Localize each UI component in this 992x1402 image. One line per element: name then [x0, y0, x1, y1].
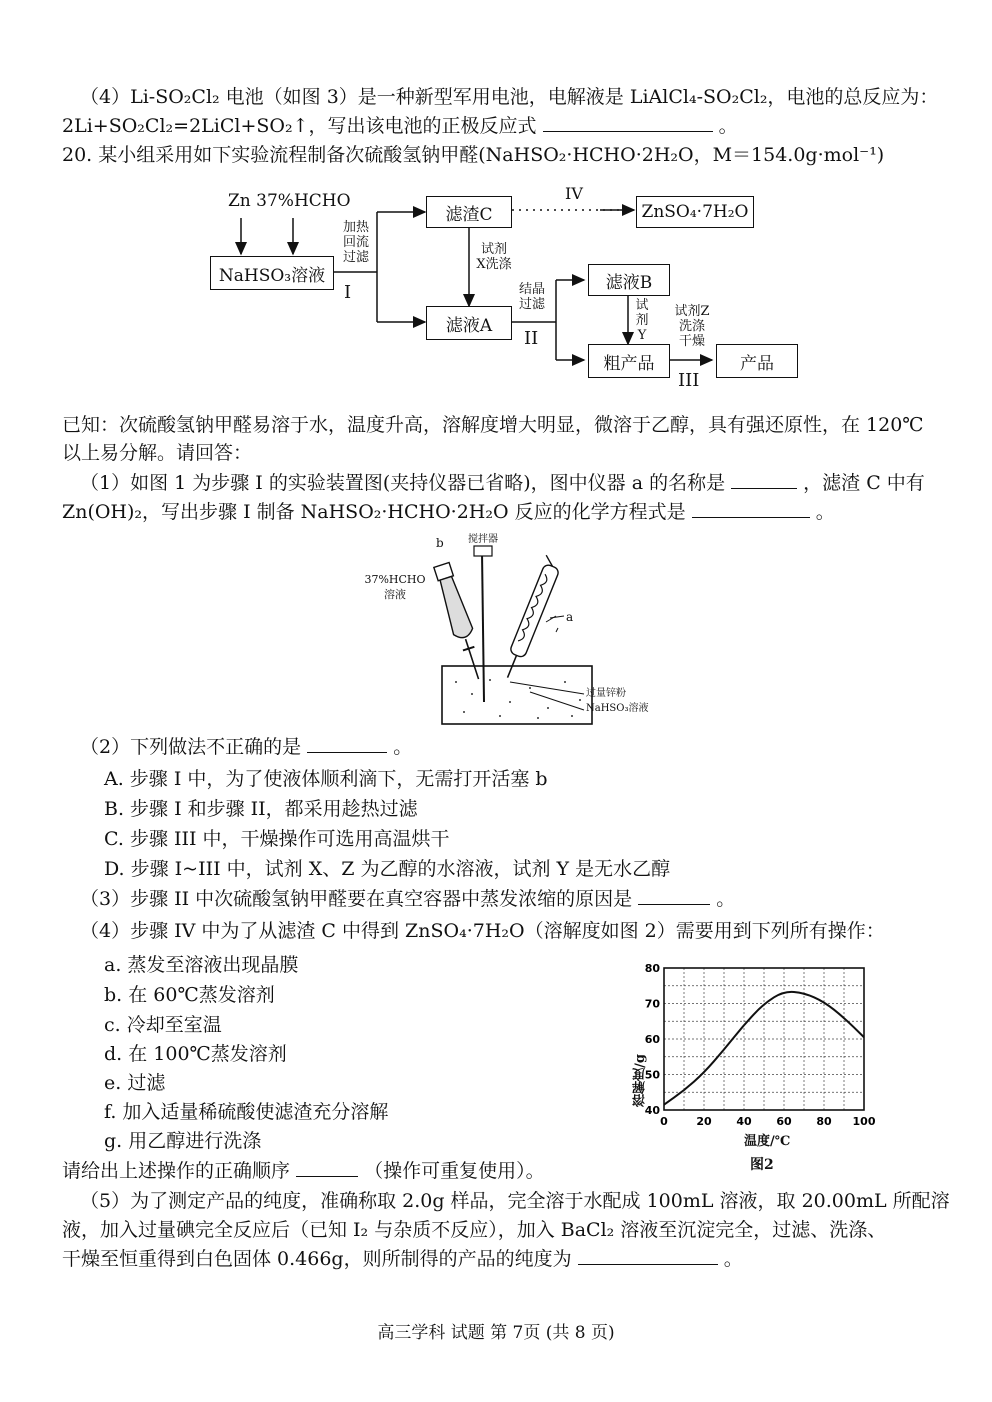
p1-line1-text: （1）如图 1 为步骤 I 的实验装置图(夹持仪器已省略)，图中仪器 a 的名称是 — [80, 472, 726, 494]
x-tick-label: 80 — [816, 1115, 832, 1128]
op-a: a. 蒸发至溶液出现晶膜 — [104, 954, 299, 976]
known-line2: 以上易分解。请回答： — [62, 442, 253, 464]
x-tick-label: 0 — [660, 1115, 668, 1128]
known-line1: 已知：次硫酸氢钠甲醛易溶于水，温度升高，溶解度增大明显，微溶于乙醇，具有强还原性，在 120℃ — [62, 414, 924, 436]
step1-cond-1: 加热 — [342, 220, 369, 235]
label-stirrer: 搅拌器 — [468, 534, 498, 545]
answer-blank[interactable] — [543, 113, 713, 132]
y-tick-label: 40 — [644, 1104, 660, 1117]
p5-line3-text: 干燥至恒重得到白色固体 0.466g，则所制得的产品的纯度为 — [62, 1248, 572, 1270]
label-b: b — [436, 536, 444, 550]
reagent-y-2: 剂 — [635, 313, 649, 328]
reagent-y-1: 试 — [635, 298, 649, 313]
label-hcho-2: 溶液 — [384, 588, 406, 601]
step-ii-label: II — [524, 328, 539, 349]
label-right-1: 过量锌粉 — [586, 688, 626, 699]
crude-product-box: 粗产品 — [588, 344, 670, 378]
label-right-2: NaHSO₃溶液 — [586, 703, 649, 714]
step-iii-label: III — [678, 370, 700, 391]
p1-line1 — [80, 470, 925, 496]
step3-conditions — [672, 304, 712, 349]
p5-line1: （5）为了测定产品的纯度，准确称取 2.0g 样品，完全溶于水配成 100mL 溶液，取 20.00mL 所配溶 — [80, 1190, 950, 1212]
label-a: a — [566, 610, 574, 624]
order-text: 请给出上述操作的正确顺序 — [62, 1160, 291, 1182]
label-right — [586, 686, 649, 716]
p2-option-a: A. 步骤 I 中，为了使液体顺利滴下，无需打开活塞 b — [104, 768, 548, 790]
step-iv-label: IV — [565, 184, 583, 203]
step3-cond-2: 洗涤 — [678, 319, 705, 334]
op-e: e. 过滤 — [104, 1072, 166, 1094]
figure-1-apparatus — [360, 532, 650, 732]
label-hcho — [360, 572, 430, 602]
x-tick-label: 20 — [696, 1115, 712, 1128]
p2-question — [80, 734, 412, 760]
p3-text: （3）步骤 II 中次硫酸氢钠甲醛要在真空容器中蒸发浓缩的原因是 — [80, 888, 633, 910]
nahso3-solution-box: NaHSO₃溶液 — [210, 256, 334, 290]
step1-conditions — [338, 220, 374, 265]
residue-c-box: 滤渣C — [426, 196, 512, 228]
p1-line2-text: Zn(OH)₂，写出步骤 I 制备 NaHSO₂·HCHO·2H₂O 反应的化学方程式是 — [62, 501, 686, 523]
figure-2-chart — [620, 956, 890, 1178]
chart-xlabel: 温度/℃ — [744, 1134, 791, 1149]
step3-cond-1: 试剂Z — [674, 304, 710, 319]
reagent-y-3: Y — [637, 328, 647, 343]
filtrate-a-box: 滤液A — [426, 306, 512, 340]
filtrate-b-box: 滤液B — [588, 264, 670, 296]
op-f: f. 加入适量稀硫酸使滤渣充分溶解 — [104, 1101, 389, 1123]
reagent-x-label — [474, 242, 514, 272]
reagents-label: Zn 37%HCHO — [228, 191, 351, 211]
step2-conditions — [515, 282, 549, 312]
y-tick-label: 80 — [644, 962, 660, 975]
answer-blank[interactable] — [692, 499, 810, 518]
p3-end: 。 — [716, 888, 736, 910]
step2-cond-2: 过滤 — [518, 297, 545, 312]
flowchart — [0, 180, 992, 400]
chart-title: 图2 — [750, 1157, 774, 1173]
reagent-x-2: X洗涤 — [476, 257, 512, 272]
q4-line2-end: 。 — [718, 115, 738, 137]
op-b: b. 在 60℃蒸发溶剂 — [104, 984, 275, 1006]
p1-line2 — [62, 499, 835, 525]
x-tick-label: 100 — [852, 1115, 876, 1128]
y-tick-label: 70 — [644, 997, 660, 1011]
znso4-box: ZnSO₄·7H₂O — [636, 196, 754, 228]
p5-line2: 液，加入过量碘完全反应后（已知 I₂ 与杂质不反应），加入 BaCl₂ 溶液至沉淀完全，过滤、洗涤、 — [62, 1219, 887, 1241]
answer-blank[interactable] — [578, 1246, 718, 1265]
p2-option-b: B. 步骤 I 和步骤 II，都采用趁热过滤 — [104, 798, 418, 820]
p2-option-d: D. 步骤 I~III 中，试剂 X、Z 为乙醇的水溶液，试剂 Y 是无水乙醇 — [104, 858, 671, 880]
op-d: d. 在 100℃蒸发溶剂 — [104, 1043, 287, 1065]
p5-line3 — [62, 1246, 743, 1272]
p2-option-c: C. 步骤 III 中，干燥操作可选用高温烘干 — [104, 828, 450, 850]
answer-blank[interactable] — [296, 1158, 358, 1177]
answer-blank[interactable] — [731, 470, 797, 489]
step3-cond-3: 干燥 — [678, 334, 705, 349]
p3-line — [80, 886, 735, 912]
chart-ylabel: 溶解度/g — [633, 1054, 648, 1107]
q4-line2-text: 2Li+SO₂Cl₂=2LiCl+SO₂↑，写出该电池的正极反应式 — [62, 115, 537, 137]
order-line — [62, 1158, 545, 1184]
x-tick-label: 40 — [736, 1115, 752, 1128]
x-tick-label: 60 — [776, 1115, 792, 1128]
op-g: g. 用乙醇进行洗涤 — [104, 1130, 262, 1152]
p2-question-text: （2）下列做法不正确的是 — [80, 736, 302, 758]
answer-blank[interactable] — [638, 886, 710, 905]
page-footer: 高三学科 试题 第 7页 (共 8 页) — [377, 1323, 615, 1343]
order-tail: （操作可重复使用）。 — [364, 1160, 545, 1182]
p5-line3-end: 。 — [723, 1248, 743, 1270]
label-hcho-1: 37%HCHO — [364, 573, 426, 586]
reagent-x-1: 试剂 — [480, 242, 507, 257]
op-c: c. 冷却至室温 — [104, 1014, 222, 1036]
y-tick-label: 60 — [644, 1033, 660, 1046]
product-box: 产品 — [716, 344, 798, 378]
y-tick-label: 50 — [644, 1068, 660, 1082]
p1-line1-tail: ，滤渣 C 中有 — [803, 472, 925, 494]
p4-line: （4）步骤 IV 中为了从滤渣 C 中得到 ZnSO₄·7H₂O（溶解度如图 2）需要用到下列所有操作： — [80, 920, 885, 942]
q20-title: 20. 某小组采用如下实验流程制备次硫酸氢钠甲醛(NaHSO₂·HCHO·2H₂O，M＝154.0g·mol⁻¹) — [62, 144, 885, 166]
step-i-label: I — [344, 282, 352, 303]
p2-question-end: 。 — [393, 736, 413, 758]
q4-line1: （4）Li-SO₂Cl₂ 电池（如图 3）是一种新型军用电池，电解液是 LiAlCl₄-SO₂Cl₂，电池的总反应为： — [80, 86, 939, 108]
answer-blank[interactable] — [307, 734, 387, 753]
step1-cond-3: 过滤 — [342, 250, 369, 265]
step2-cond-1: 结晶 — [518, 282, 545, 297]
step1-cond-2: 回流 — [342, 235, 369, 250]
p1-line2-end: 。 — [815, 501, 835, 523]
q4-line2 — [62, 113, 738, 139]
reagent-y-label — [634, 298, 650, 343]
